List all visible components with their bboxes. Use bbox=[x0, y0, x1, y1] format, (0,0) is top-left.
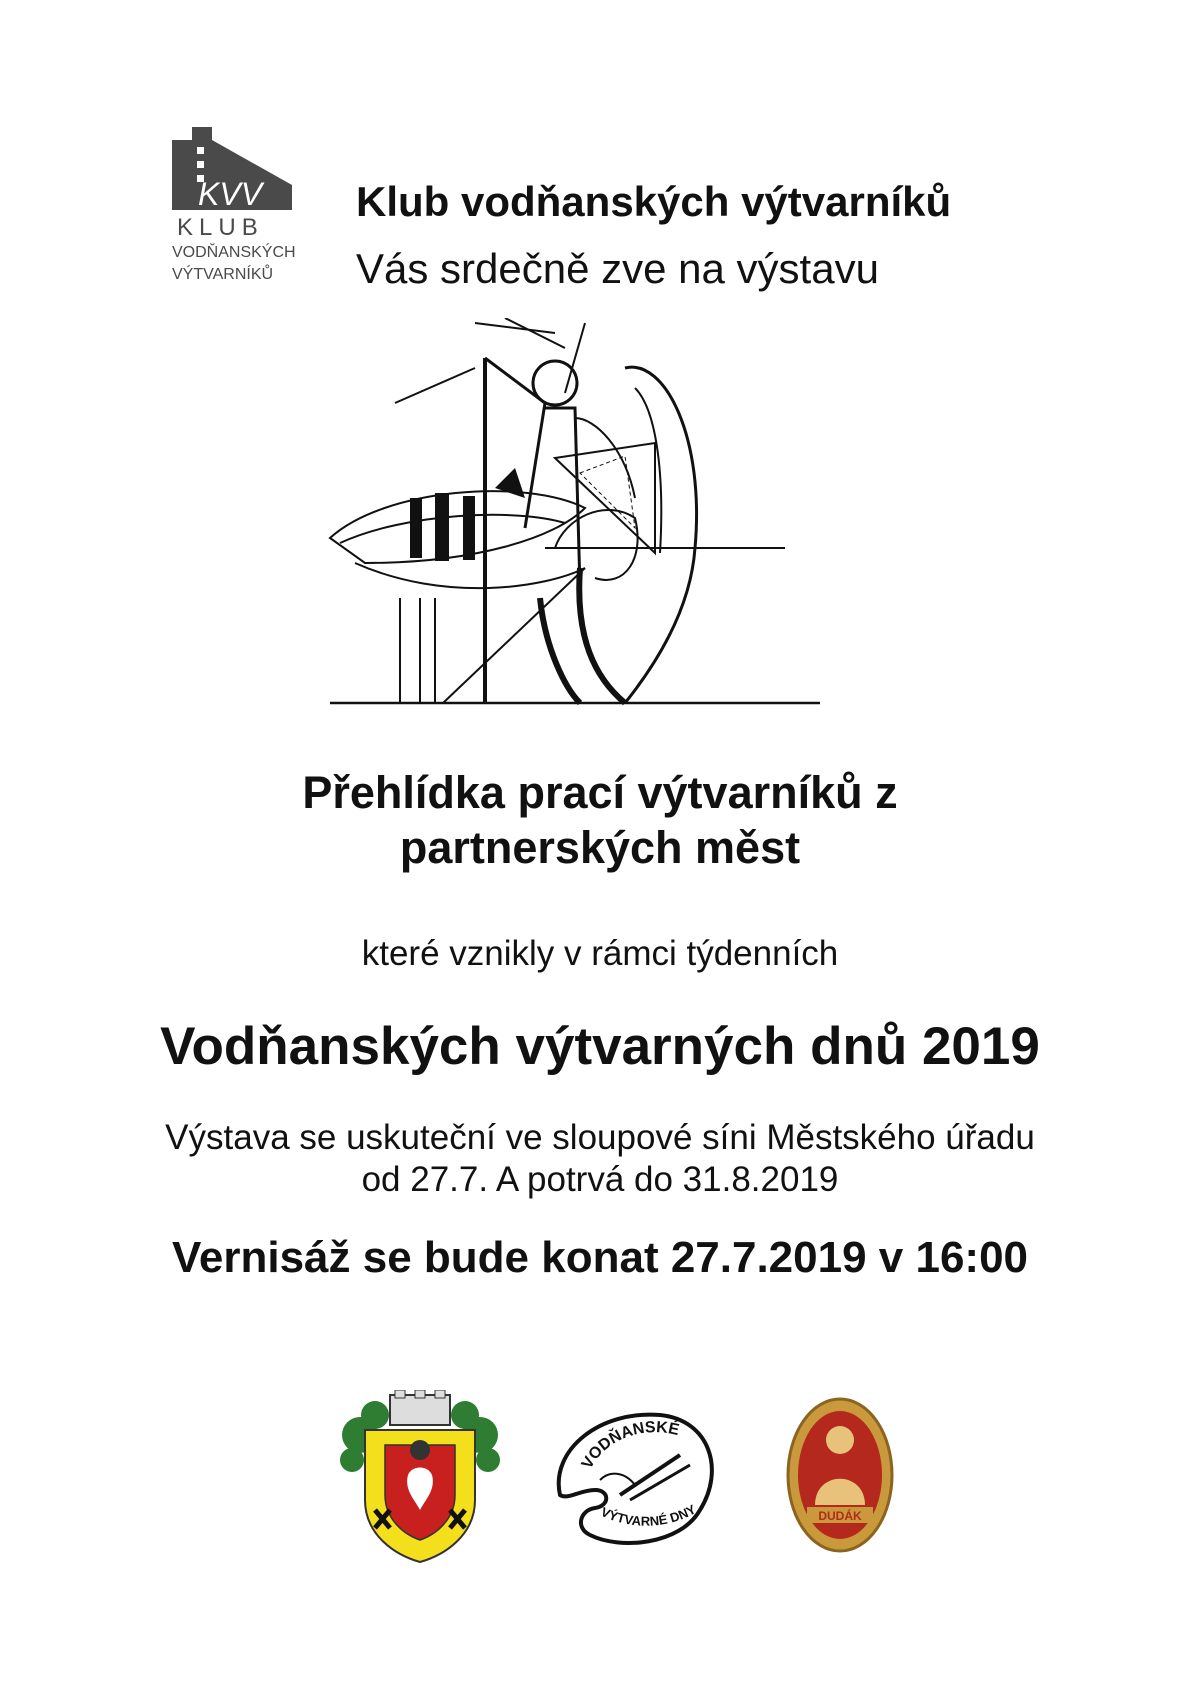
logo-line1: KLUB bbox=[177, 214, 264, 241]
town-coat-of-arms-icon bbox=[340, 1390, 500, 1565]
logo-letters: KVV bbox=[198, 176, 263, 212]
subtitle: které vznikly v rámci týdenních bbox=[361, 934, 839, 973]
vernissage-info: Vernisáž se bude konat 27.7.2019 v 16:00 bbox=[171, 1233, 1029, 1282]
kvv-club-logo-icon bbox=[172, 125, 307, 295]
exhibition-title-line1: Přehlídka prací výtvarníků z bbox=[302, 767, 898, 818]
logo-line3: VÝTVARNÍKŮ bbox=[172, 266, 274, 283]
palette-text-bottom: VÝTVARNÉ DNY bbox=[598, 1501, 699, 1529]
exhibition-title-line2: partnerských měst bbox=[399, 822, 801, 873]
kvv-club-logo bbox=[172, 125, 307, 295]
palette-logo bbox=[550, 1400, 720, 1550]
club-name: Klub vodňanských výtvarníků bbox=[356, 178, 952, 225]
venue-line1: Výstava se uskuteční ve sloupové síni Městského úřadu bbox=[165, 1118, 1035, 1157]
dudak-badge-icon bbox=[785, 1395, 895, 1555]
coat-of-arms bbox=[340, 1390, 500, 1565]
palette-logo-icon bbox=[550, 1400, 720, 1550]
logo-line2: VODŇANSKÝCH bbox=[172, 244, 296, 261]
venue-line2: od 27.7. A potrvá do 31.8.2019 bbox=[361, 1160, 839, 1199]
invitation-text: Vás srdečně zve na výstavu bbox=[356, 245, 879, 292]
artwork bbox=[325, 318, 845, 708]
palette-text-top: VODŇANSKÉ bbox=[578, 1419, 681, 1472]
event-name: Vodňanských výtvarných dnů 2019 bbox=[160, 1017, 1040, 1076]
dudak-badge bbox=[785, 1395, 895, 1555]
badge-text: DUDÁK bbox=[818, 1509, 862, 1523]
abstract-line-drawing-icon bbox=[325, 318, 845, 708]
